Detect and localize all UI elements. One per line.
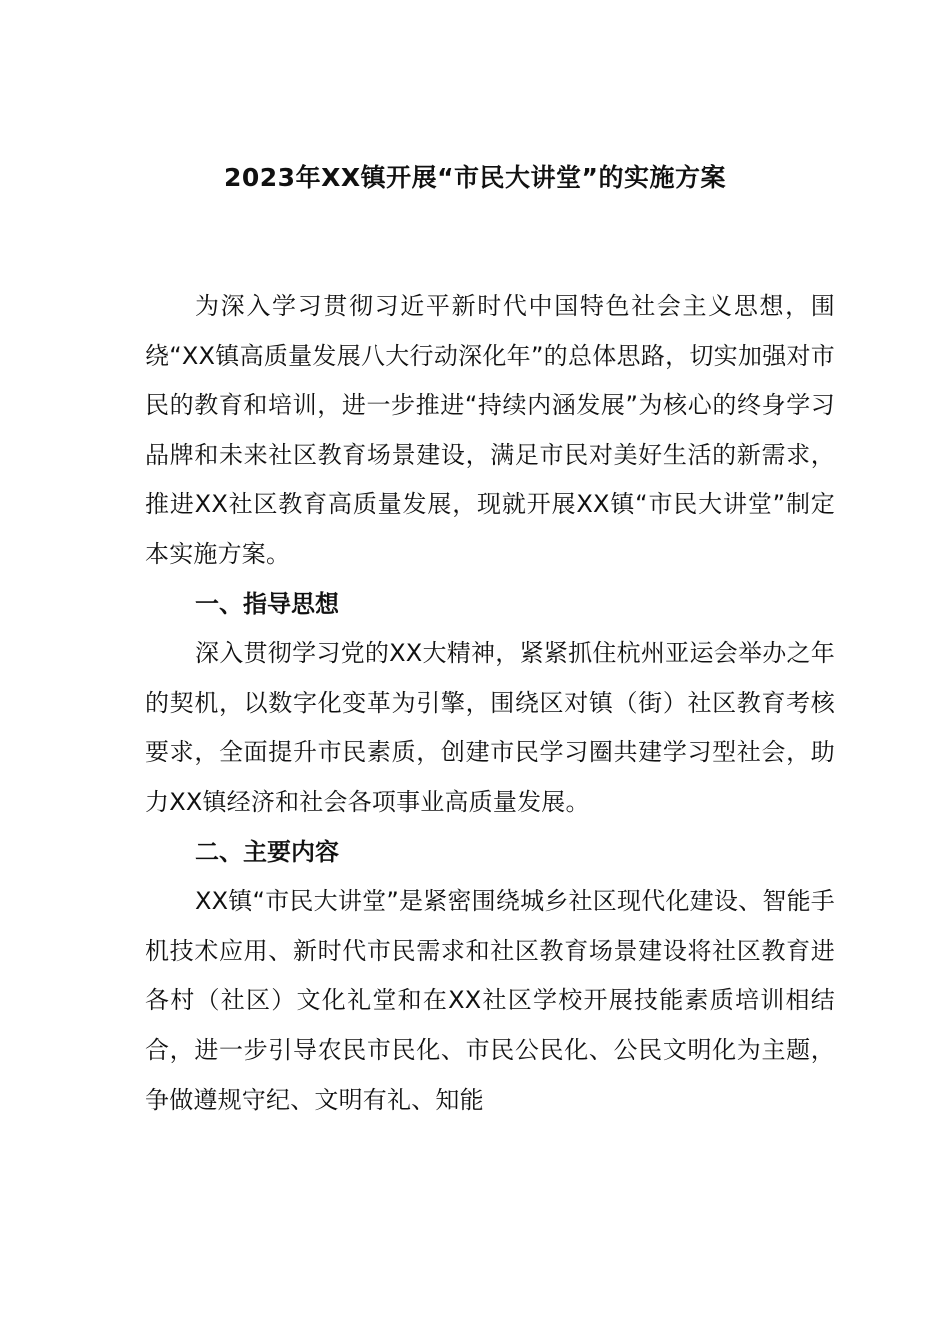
document-title: 2023年XX镇开展“市民大讲堂”的实施方案 <box>224 163 726 192</box>
section-paragraph-main-content: XX镇“市民大讲堂”是紧密围绕城乡社区现代化建设、智能手机技术应用、新时代市民需求和社区教育场景建设将社区教育进各村（社区）文化礼堂和在XX社区学校开展技能素质培训相结合，进一步引导农民市民化、市民公民化、公民文明化为主题，争做遵规守纪、文明有礼、知能 <box>145 887 835 1114</box>
section-paragraph-guiding-ideology: 深入贯彻学习党的XX大精神，紧紧抓住杭州亚运会举办之年的契机，以数字化变革为引擎，围绕区对镇（街）社区教育考核要求，全面提升市民素质，创建市民学习圈共建学习型社会，助力XX镇经济和社会各项事业高质量发展。 <box>145 639 835 816</box>
section-heading-main-content: 二、主要内容 <box>195 837 339 866</box>
intro-paragraph: 为深入学习贯彻习近平新时代中国特色社会主义思想，围绕“XX镇高质量发展八大行动深化年”的总体思路，切实加强对市民的教育和培训，进一步推进“持续内涵发展”为核心的终身学习品牌和未来社区教育场景建设，满足市民对美好生活的新需求，推进XX社区教育高质量发展，现就开展XX镇“市民大讲堂”制定本实施方案。 <box>145 292 835 568</box>
section-heading-guiding-ideology: 一、指导思想 <box>195 589 339 618</box>
document-body <box>145 282 835 1125</box>
